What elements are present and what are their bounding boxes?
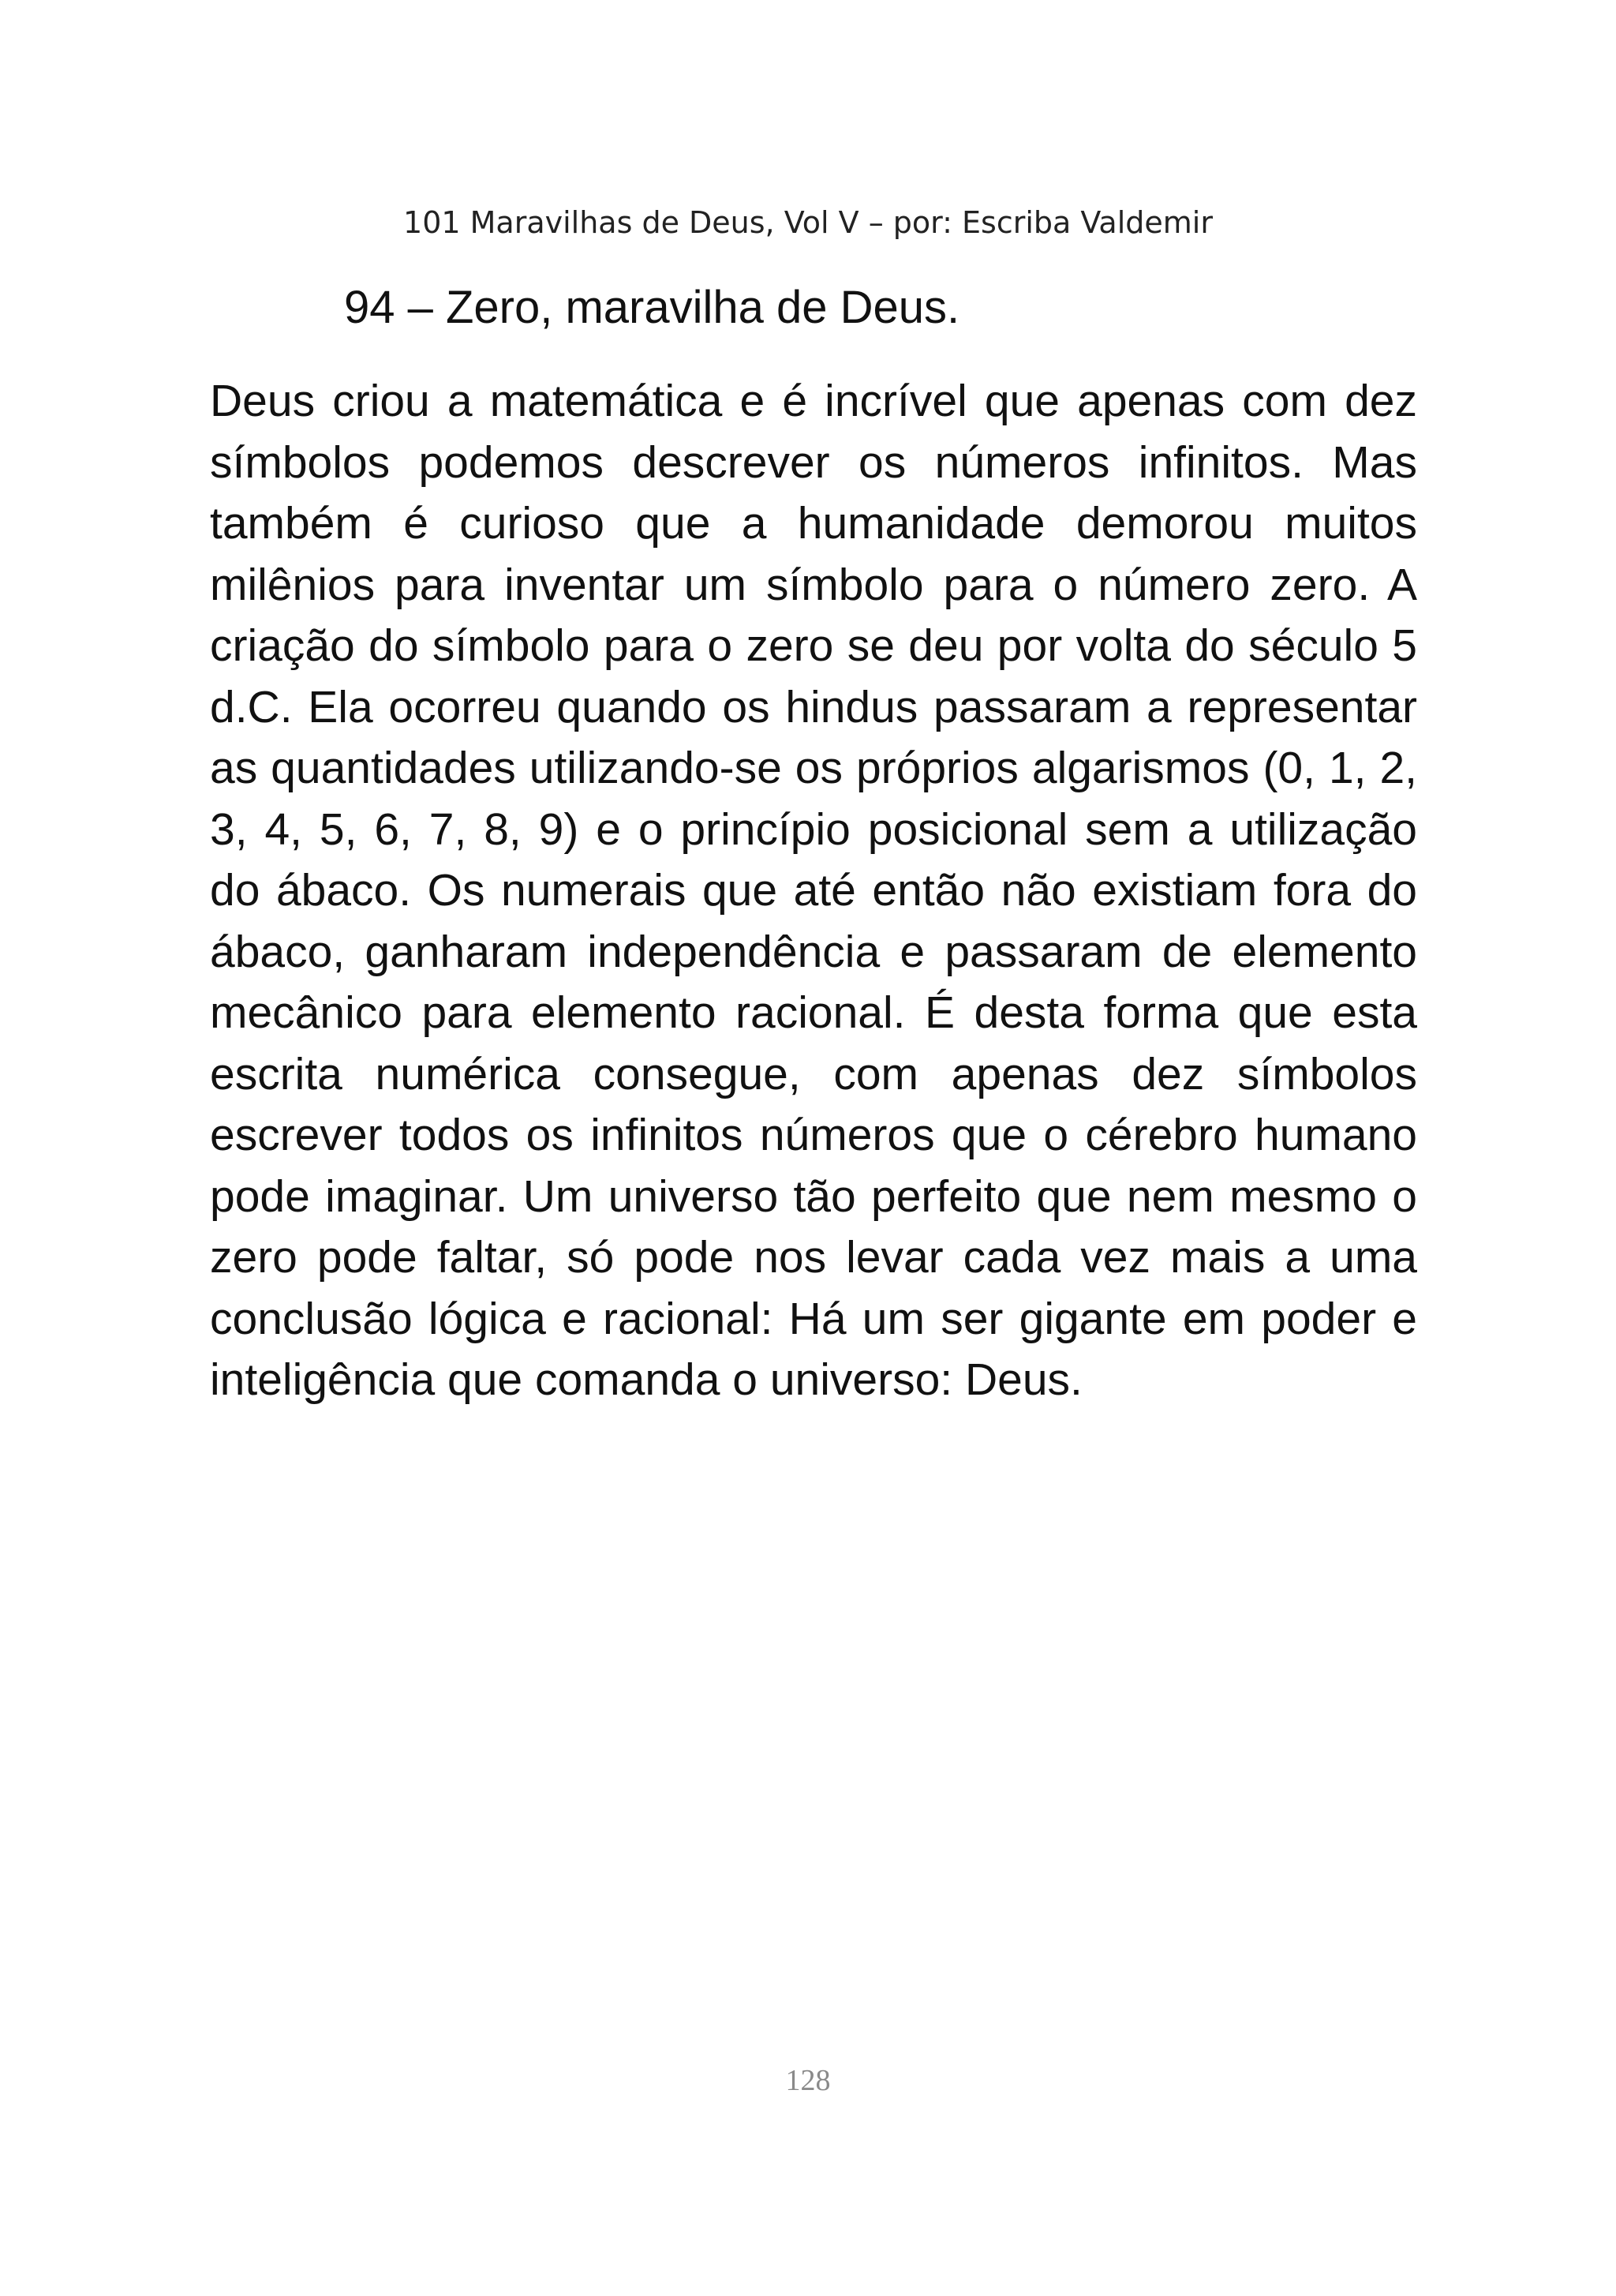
chapter-title: 94 – Zero, maravilha de Deus. — [344, 282, 960, 333]
body-paragraph: Deus criou a matemática e é incrível que apenas com dez símbolos podemos descrever os números infinitos. Mas também é curioso que a humanidade demorou muitos milênios para inventar um símbolo para o número zero. A criação do símbolo para o zero se deu por volta do século 5 d.C. Ela ocorreu quando os hindus passaram a representar as quantidades utilizando-se os próprios algarismos (0, 1, 2, 3, 4, 5, 6, 7, 8, 9) e o princípio posicional sem a utilização do ábaco. Os numerais que até então não existiam fora do ábaco, ganharam independência e passaram de elemento mecânico para elemento racional. É desta forma que esta escrita numérica consegue, com apenas dez símbolos escrever todos os infinitos números que o cérebro humano pode imaginar. Um universo tão perfeito que nem mesmo o zero pode faltar, só pode nos levar cada vez mais a uma conclusão lógica e racional: Há um ser gigante em poder e inteligência que comanda o universo: Deus. — [210, 376, 1417, 1405]
page-number: 128 — [785, 2064, 831, 2097]
running-header: 101 Maravilhas de Deus, Vol V – por: Escriba Valdemir — [403, 205, 1213, 240]
